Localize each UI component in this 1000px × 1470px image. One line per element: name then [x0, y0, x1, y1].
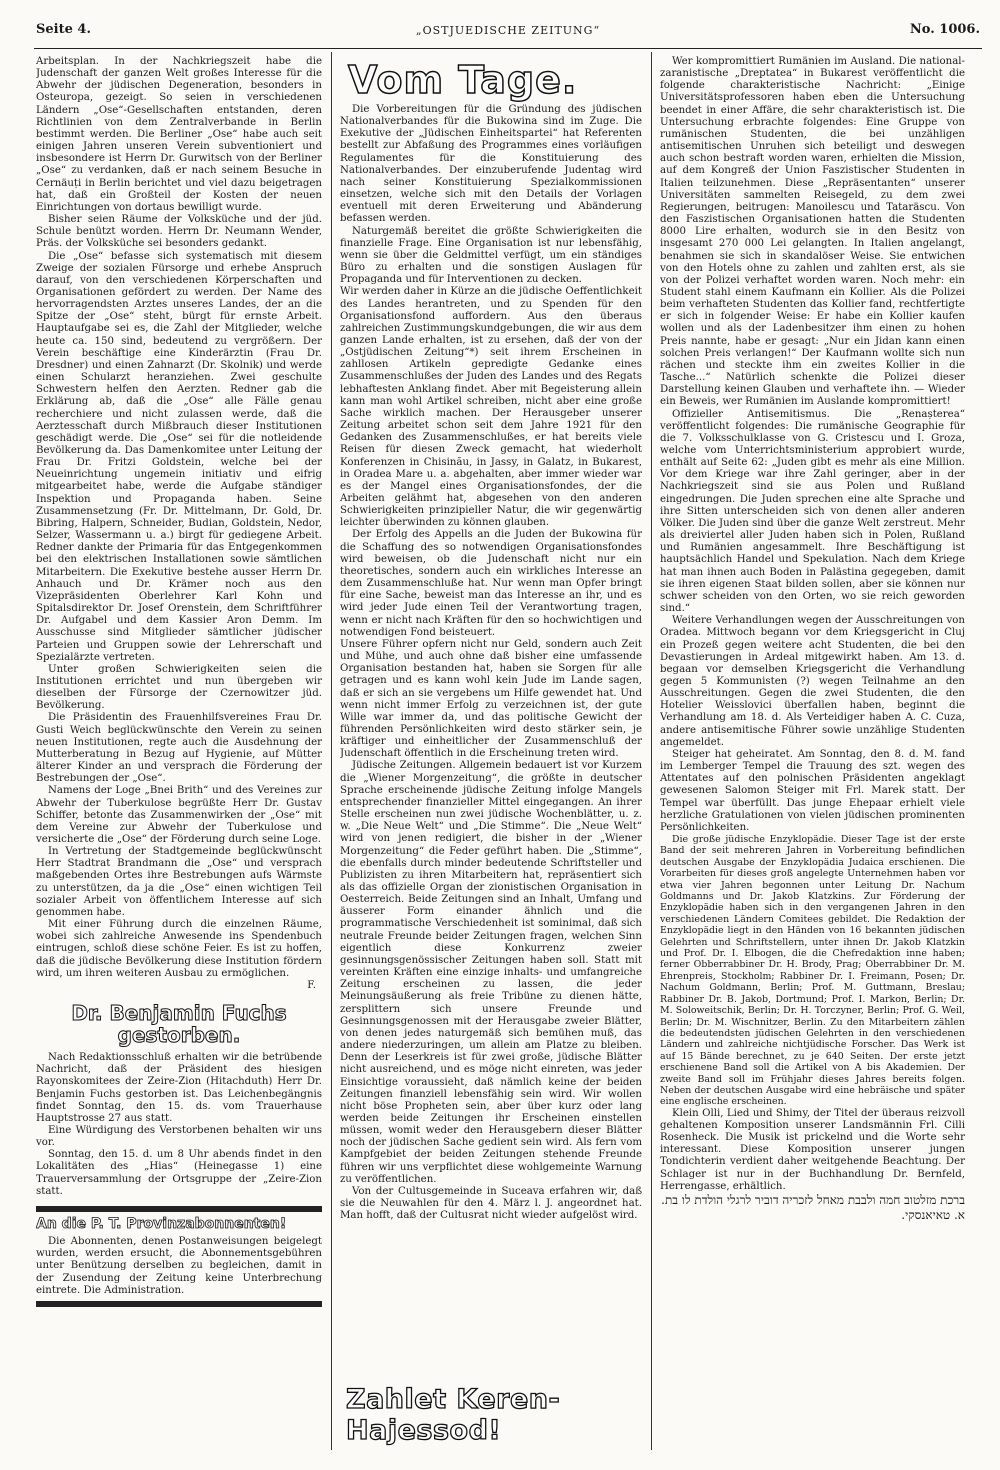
- masthead: „OSTJUEDISCHE ZEITUNG“: [415, 24, 601, 37]
- article-paragraph: Unter großen Schwierigkeiten seien die Institutionen errichtet und nun übergeben wir dieselben der Fürsorge der Czernowitzer jüd. Bevölkerung.: [36, 663, 322, 712]
- article-paragraph: Wer kompromittiert Rumänien im Ausland. Die national-zaranistische „Dreptatea“ in Bukarest veröffentlicht die folgende charakteristische Nachricht: „Einige Universitätsprofessoren haben eben die Untersuchung beendet in einer Affäre, die sehr charakteristisch ist. Die Untersuchung erbrachte folgendes: Eine Gruppe von rumänischen Studenten, die bei unzähligen antisemitischen Unruhen sich beteiligt und deswegen auch schon bestraft worden waren, erhielten die Mission, auf dem Kongreß der Union Faszistischer Studenten in Italien teilzunehmen. Diese „Repräsentanten“ unserer Universitäten sammelten Reisegeld, zu dem zwei Regierungen, beitrugen: Manoilescu und Tataräscu. Von den Faszistischen Organisationen hatten die Studenten 8000 Lire erhalten, wodurch sie in den Besitz von insgesamt 270 000 Lei gelangten. In Italien angelangt, benahmen sie sich in skandalöser Weise. Sie entwichen von den Hotels ohne zu zahlen und zahlten erst, als sie von der Polizei verhaftet worden waren. Noch mehr: ein Student stahl einem Kaufmann ein Kollier. Als die Polizei beim verhafteten Studenten das Kollier fand, rechtfertigte er sich in folgender Weise: Er habe ein Kollier kaufen wollen und als der Ladenbesitzer ihm einen zu hohen Preis nannte, habe er gesagt: „Nur ein Jidan kann einen solchen Preis verlangen!“ Der Kaufmann wollte sich nun rächen und steckte ihm ein zweites Kollier in die Tasche...“ Natürlich schenkte die Polizei dieser Darstellung keinen Glauben und verhaftete ihn. — Wieder ein Beweis, wer Rumänien im Auslande kompromittiert!: [660, 56, 965, 408]
- article-paragraph: Arbeitsplan. In der Nachkriegszeit habe die Judenschaft der ganzen Welt großes Interesse für die Abwehr der jüdischen Degeneration, besonders in Osteuropa, gezeigt. So seien in verschiedenen Ländern „Ose“-Gesellschaften entstanden, deren Richtlinien von dem Zentralverbande in Berlin bestimmt werden. Die Berliner „Ose“ habe auch seit einigen Jahren unseren Verein subventioniert und insbesondere ist Herrn Dr. Gurwitsch von der Berliner „Ose“ zu verdanken, daß er nach seinem Besuche in Cernäuți in Berlin berichtet und viel dazu beigetragen hat, daß ein Großteil der Kosten der neuen Einrichtungen von dortaus bewilligt wurde.: [36, 56, 322, 213]
- article-paragraph: Weitere Verhandlungen wegen der Ausschreitungen von Oradea. Mittwoch begann vor dem Kriegsgericht in Cluj ein Prozeß gegen weitere acht Studenten, die bei den Devastierungen in Ardeal mitgewirkt haben. Am 13. d. begaan vor demselben Kriegsgericht die Verhandlung gegen 5 Kommunisten (?) wegen Teilnahme an den Ausschreitungen. Gegen die zwei Studenten, die den Hotelier Weisslovici überfallen haben, beginnt die Verhandlung am 18. d. Als Verteidiger haben A. C. Cuza, andere antisemitische Führer sowie unzählige Studenten angemeldet.: [660, 615, 965, 748]
- column-1: [36, 56, 322, 1446]
- article-paragraph: Unsere Führer opfern nicht nur Geld, sondern auch Zeit und Mühe, und auch ohne daß bisher eine umfassende Organisation bestanden hat, haben sie Sorgen für alle getragen und es kann wohl kein Jude im Lande sagen, daß er sich an sie vergebens um Hilfe gewendet hat. Und wenn nicht immer Erfolg zu verzeichnen ist, der gute Wille war immer da, und das politische Gewicht der führenden Persönlichkeiten wird desto stärker sein, je kräftiger und einheitlicher der Zusammenschluß der Judenschaft öffentlich in die Erscheinung treten wird.: [340, 638, 642, 760]
- notice-text: Die Abonnenten, denen Postanweisungen beigelegt wurden, werden ersucht, die Abonnementsgebühren unter Benützung derselben zu begleichen, damit in der Zusendung der Zeitung keine Unterbrechung eintrete. Die Administration.: [36, 1236, 322, 1296]
- column-2: [340, 56, 642, 1446]
- article-paragraph: Klein Olli, Lied und Shimy, der Titel der überaus reizvoll gehaltenen Komposition unserer Landsmännin Frl. Cilli Rosenheck. Die Musik ist prickelnd und die Worte sehr interessant. Diese Komposition unserer jungen Tondichterin verdient daher weitgehende Beachtung. Der Schlager ist nur in der Buchhandlung Dr. Bernfeld, Herrengasse, erhältlich.: [660, 1107, 965, 1192]
- encyclopedia-paragraph: Die große jüdische Enzyklopädie. Dieser Tage ist der erste Band der seit mehreren Jahren in Vorbereitung befindlichen deutschen Ausgabe der Enzyklopädia Judaica erschienen. Die Vorarbeiten für dieses groß angelegte Unternehmen haben vor etwa vier Jahren begonnen unter Leitung Dr. Nachum Goldmanns und Dr. Jakob Klatzkins. Zur Förderung der Enzyklopädie haben sich in den vergangenen Jahren in den verschiedenen Ländern Comitees gebildet. Die Redaktion der Enzyklopädie liegt in den Händen von 16 bekannten jüdischen Gelehrten und Schriftstellern, unter ihnen Dr. Jakob Klatzkin und Prof. Dr. I. Elbogen, die die Chefredaktion inne haben; ferner Obberrabbiner Dr. H. Brody, Prag; Oberrabbiner Dr. M. Ehrenpreis, Stockholm; Rabbiner Dr. I. Freimann, Posen; Dr. Nachum Goldmann, Berlin; Prof. M. Guttmann, Breslau; Rabbiner Dr. B. Jakob, Dortmund; Prof. I. Markon, Berlin; Dr. M. Soloweitschik, Berlin; Dr. H. Torczyner, Berlin; Prof. G. Weil, Berlin; Dr. M. Wischnitzer, Berlin. Zu den Mitarbeitern zählen die bedeutendsten jüdischen Gelehrten in den verschiedenen Ländern und zahlreiche nichtjüdische Forscher. Das Werk ist auf 15 Bände berechnet, zu je 640 Seiten. Der erste jetzt erschienene Band soll die Artikel von A bis Akademien. Der zweite Band soll im Frühjahr dieses Jahres bereits folgen. Neben der deutschen Ausgabe wird eine hebräische und später eine englische erscheinen.: [660, 834, 965, 1108]
- article-paragraph: Steiger hat geheiratet. Am Sonntag, den 8. d. M. fand im Lemberger Tempel die Trauung des szt. wegen des Attentates auf den polnischen Präsidenten angeklagt gewesenen Salomon Steiger mit Frl. Marek statt. Der Tempel war überfüllt. Das junge Ehepaar erhielt viele herzliche Gratulationen von vielen jüdischen prominenten Persönlichkeiten.: [660, 748, 965, 833]
- page-header: [36, 22, 980, 44]
- article-paragraph: Die Vorbereitungen für die Gründung des jüdischen Nationalverbandes für die Bukowina sind im Zuge. Die Exekutive der „Jüdischen Einheitspartei“ hat Referenten bestellt zur Abfaßung des Programmes eines vorläufigen Regulamentes für die Konstituierung des Nationalverbandes. Der einzuberufende Judentag wird nach seiner Konstituierung Spezialkommissionen einsetzen, welche sich mit den Details der Vorlagen eventuell mit deren Erweiterung und Abänderung befassen werden.: [340, 104, 642, 225]
- article-paragraph: Jüdische Zeitungen. Allgemein bedauert ist vor Kurzem die „Wiener Morgenzeitung“, die größte in deutscher Sprache erscheinende jüdische Zeitung infolge Mangels entsprechender finanzieller Mittel eingegangen. An ihrer Stelle erscheinen nun zwei jüdische Wochenblätter, u. z. w. „Die Neue Welt“ und „Die Stimme“. Die „Neue Welt“ wird von jenen redigiert, die bisher in der „Wiener Morgenzeitung“ die Feder geführt haben. Die „Stimme“, die ebenfalls durch minder bedeutende Schriftsteller und Publizisten zu ihren Mitarbeitern hat, repräsentiert sich als das offizielle Organ der zionistischen Organisation in Oesterreich. Beide Zeitungen sind an Inhalt, Umfang und äusserer Form einander ähnlich und die programmatische Verschiedenheit ist sominimal, daß sich neutrale Freunde beider Zeitungen fragen, welchen Sinn eigentlich diese Konkurrenz zweier gesinnungsgenössischer Zeitungen haben soll. Statt mit vereinten Kräften eine einzige inhalts- und umfangreiche Zeitung erscheinen zu lassen, die jeder Meinungsäußerung als freie Tribüne zu dienen hätte, zersplittern sich unsere Freunde und Gesinnungsgenossen mit der Herausgabe zweier Blätter, von denen jedes naturgemäß sich bemühen muß, das andere niederzuringen, um allein am Platze zu bleiben. Denn der Leserkreis ist für zwei große, jüdische Blätter nicht ausreichend, und es möge nicht einreten, was jeder Einsichtige voraussieht, daß nämlich keine der beiden Zeitungen finanziell lebensfähig sein wird. Wir wollen nicht böse Propheten sein, aber über kurz oder lang werden beide Zeitungen ihr Erscheinen einstellen müssen, womit weder den Herausgebern dieser Blätter noch der jüdischen Sache gedient sein wird. Als fern vom Kampfgebiet der beiden Zeitungen stehende Freunde führen wir uns verpflichtet diese wohlgemeinte Warnung zu veröffentlichen.: [340, 760, 642, 1185]
- article-paragraph: In Vertretung der Stadtgemeinde beglückwünscht Herr Stadtrat Brandmann die „Ose“ und versprach maßgebenden Ortes ihre Bestrebungen aufs Wärmste zu unterstützen, da ja die „Ose“ einen wichtigen Teil sozialer Arbeit von öffentlichem Interesse auf sich genommen habe.: [36, 846, 322, 918]
- issue-number: No. 1006.: [909, 22, 980, 37]
- article-paragraph: Die „Ose“ befasse sich systematisch mit diesem Zweige der sozialen Fürsorge und erhebe Anspruch darauf, von den verschiedenen Körperschaften und Organisationen gefördert zu werden. Der Name des hervorragendsten Arztes unseres Landes, der an die Spitze der „Ose“ steht, bürgt für ernste Arbeit. Hauptaufgabe sei es, die Zahl der Mitglieder, welche heute ca. 150 sind, bedeutend zu vergrößern. Der Verein beschäftige eine Kinderärztin (Frau Dr. Dresdner) und einen Zahnarzt (Dr. Skolnik) und werde einen Schularzt heranziehen. Zwei geschulte Schwestern helfen den Aerzten. Redner gab die Erklärung ab, daß die „Ose“ alle Fälle genau recherchiere und nicht zulassen werde, daß die Aerztesschaft durch Mißbrauch dieser Institutionen geschädigt werde. Die „Ose“ sei für die notleidende Bevölkerung da. Das Damenkomitee unter Leitung der Frau Dr. Fritzi Goldstein, welche bei der Neueinrichtung ungemein initiativ und eifrig mitgearbeitet habe, werde die Aufgabe ständiger Inspektion und Propaganda haben. Seine Zusammensetzung (Fr. Dr. Mittelmann, Dr. Gold, Dr. Bibring, Halpern, Schneider, Budian, Goldstein, Nedor, Selzer, Wassermann u. a.) birgt für gediegene Arbeit. Redner dankte der Primaria für das Entgegenkommen bei den elektrischen Installationen sowie sämtlichen Mitarbeitern. Die Exekutive bestehe ausser Herrn Dr. Anhauch und Dr. Krämer noch aus den Vizepräsidenten Oberlehrer Karl Kohn und Spitalsdirektor Dr. Josef Orenstein, dem Schriftführer Dr. Aufgabel und dem Kassier Aron Demm. Im Ausschusse sind Mitglieder sämtlicher jüdischer Parteien und Gruppen sowie der Lehrerschaft und Spezialärzte vertreten.: [36, 250, 322, 663]
- hebrew-greeting: ברכת מזלטוב חמה ולבבת מאחל לזכריה דוביר לרגלי הולדת לו בת. א. טאיאנסקי.: [661, 1192, 965, 1222]
- column-divider: [331, 52, 332, 1450]
- obituary-headline: Dr. Benjamin Fuchs gestorben.: [71, 1001, 287, 1048]
- article-paragraph: Die Präsidentin des Frauenhilfsvereines Frau Dr. Gusti Weich beglückwünschte den Verein zu seinen neuen Institutionen, regte auch die Ausdehnung der Mutterberatung in Bezug auf Hygienie, auf Mütter älterer Kinder an und versprach die Förderung der Bestrebungen der „Ose“.: [36, 712, 322, 785]
- signature: F.: [307, 979, 316, 991]
- header-rule: [34, 48, 982, 49]
- article-paragraph: Wir werden daher in Kürze an die jüdische Oeffentlichkeit des Landes herantreten, und zu Spenden für den Organisationsfond auffordern. Aus den überaus zahlreichen Zustimmungskundgebungen, die wir aus dem ganzen Lande erhalten, ist zu ersehen, daß der von der „Ostjüdischen Zeitung“*) seit ihrem Erscheinen in zahllosen Artikeln gepredigte Gedanke eines Zusammenschlußes der Juden des Landes und des Regats lebhaftesten Anklang findet. Aber mit Begeisterung allein kann man wohl Artikel schreiben, nicht aber eine große Sache wirklich machen. Der Herausgeber unserer Zeitung arbeitet schon seit dem Jahre 1921 für den Gedanken des Zusammenschlußes, er hat bereits viele Reisen für diesen Zweck gemacht, hat wiederholt Konferenzen in Chisinău, in Jassy, in Galatz, in Bukarest, in Oradea Mare u. a. abgehalten, aber immer wieder war es der Mangel eines Organisationsfondes, der die Arbeiten gelähmt hat, abgesehen von den anderen Schwierigkeiten prinzipieller Natur, die wir gegenwärtig leichter überwinden zu können glauben.: [340, 286, 642, 529]
- section-title: Vom Tage.: [348, 58, 578, 102]
- column-3: [660, 56, 965, 1446]
- keren-hajessod-banner: Zahlet Keren-Hajessod!: [346, 1384, 561, 1446]
- article-paragraph: Namens der Loge „Bnei Brith“ und des Vereines zur Abwehr der Tuberkulose begrüßte Herr Dr. Gustav Schiffer, betonte das Zusammenwirken der „Ose“ mit dem Vereine zur Abwehr der Tuberkulose und versicherte die „Ose“ der Förderung durch seine Loge.: [36, 785, 322, 845]
- article-paragraph: Sonntag, den 15. d. um 8 Uhr abends findet in den Lokalitäten des „Hias“ (Heinegasse 1) eine Trauerversammlung der Ortsgruppe der „Zeire-Zion statt.: [36, 1149, 322, 1197]
- notice-title: An die P. T. Provinzabonnenten!: [36, 1215, 287, 1232]
- article-paragraph: Bisher seien Räume der Volksküche und der jüd. Schule benützt worden. Herrn Dr. Neumann Wender, Präs. der Volksküche sei besonders gedankt.: [36, 214, 322, 250]
- page-number: Seite 4.: [36, 22, 91, 37]
- article-paragraph: Mit einer Führung durch die einzelnen Räume, wobei sich zahlreiche Anwesende ins Spendenbuch eintrugen, schloß diese schöne Feier. Es ist zu hoffen, daß die jüdische Bevölkerung diese Institution fördern wird, um ihren weiteren Ausbau zu ermöglichen.: [36, 919, 322, 979]
- article-paragraph: Von der Cultusgemeinde in Suceava erfahren wir, daß sie die Neuwahlen für den 4. März l. J. angeordnet hat. Man hofft, daß der Cultusrat nicht wieder aufgelöst wird.: [340, 1185, 642, 1222]
- article-paragraph: Naturgemäß bereitet die größte Schwierigkeiten die finanzielle Frage. Eine Organisation ist nur lebensfähig, wenn sie über die Geldmittel verfügt, um ein ständiges Büro zu erhalten und die sonstigen Auslagen für Propaganda und für Interventionen zu decken.: [340, 225, 642, 286]
- article-paragraph: Eine Würdigung des Verstorbenen behalten wir uns vor.: [36, 1124, 322, 1149]
- article-paragraph: Offizieller Antisemitismus. Die „Renașterea“ veröffentlicht folgendes: Die rumänische Geographie für die 7. Volksschulklasse von G. Cristescu und I. Groza, welche vom Unterrichtsministerium approbiert wurde, enthält auf Seite 62: „Juden gibt es mehr als eine Million. Vor dem Kriege war ihre Zahl geringer, aber in der Nachkriegszeit sind sie aus Polen und Rußland eingedrungen. Die Juden sprechen eine alte Sprache und ihre Sitten unterscheiden sich von denen aller anderen Völker. Die Juden sind über die ganze Welt zerstreut. Mehr als dreiviertel aller Juden haben sich in Polen, Rußland und Rumänien angesammelt. Ihre Beschäftigung ist hauptsächlich Handel und Spekulation. Nach dem Kriege hat man ihnen auch Boden in Palästina gegegeben, damit sie ihren eigenen Staat bilden sollen, aber sie können nur schwer scheiden von den Orten, wo sie reich geworden sind.“: [660, 408, 965, 615]
- notice-box: [36, 1206, 322, 1307]
- column-divider: [651, 52, 652, 1450]
- article-paragraph: Nach Redaktionsschluß erhalten wir die betrübende Nachricht, daß der Präsident des hiesigen Rayonskomitees der Zeire-Zion (Hitachduth) Herr Dr. Benjamin Fuchs gestorben ist. Das Leichenbegängnis findet Sonntag, den 15. ds. vom Trauerhause Hauptstrosse 27 aus statt.: [36, 1052, 322, 1124]
- article-paragraph: Der Erfolg des Appells an die Juden der Bukowina für die Schaffung des so notwendigen Organisationsfondes wird beweisen, ob die Judenschaft nicht nur ein theoretisches, sondern auch ein wirkliches Interesse an dem Zusammenschluße hat. Nur wenn man Opfer bringt für eine Sache, beweist man das Interesse an ihr, und es wird jeder Jude einen Teil der Verantwortung tragen, wenn er nicht nach Kräften für den so hochwichtigen und notwendigen Fond beisteuert.: [340, 529, 642, 638]
